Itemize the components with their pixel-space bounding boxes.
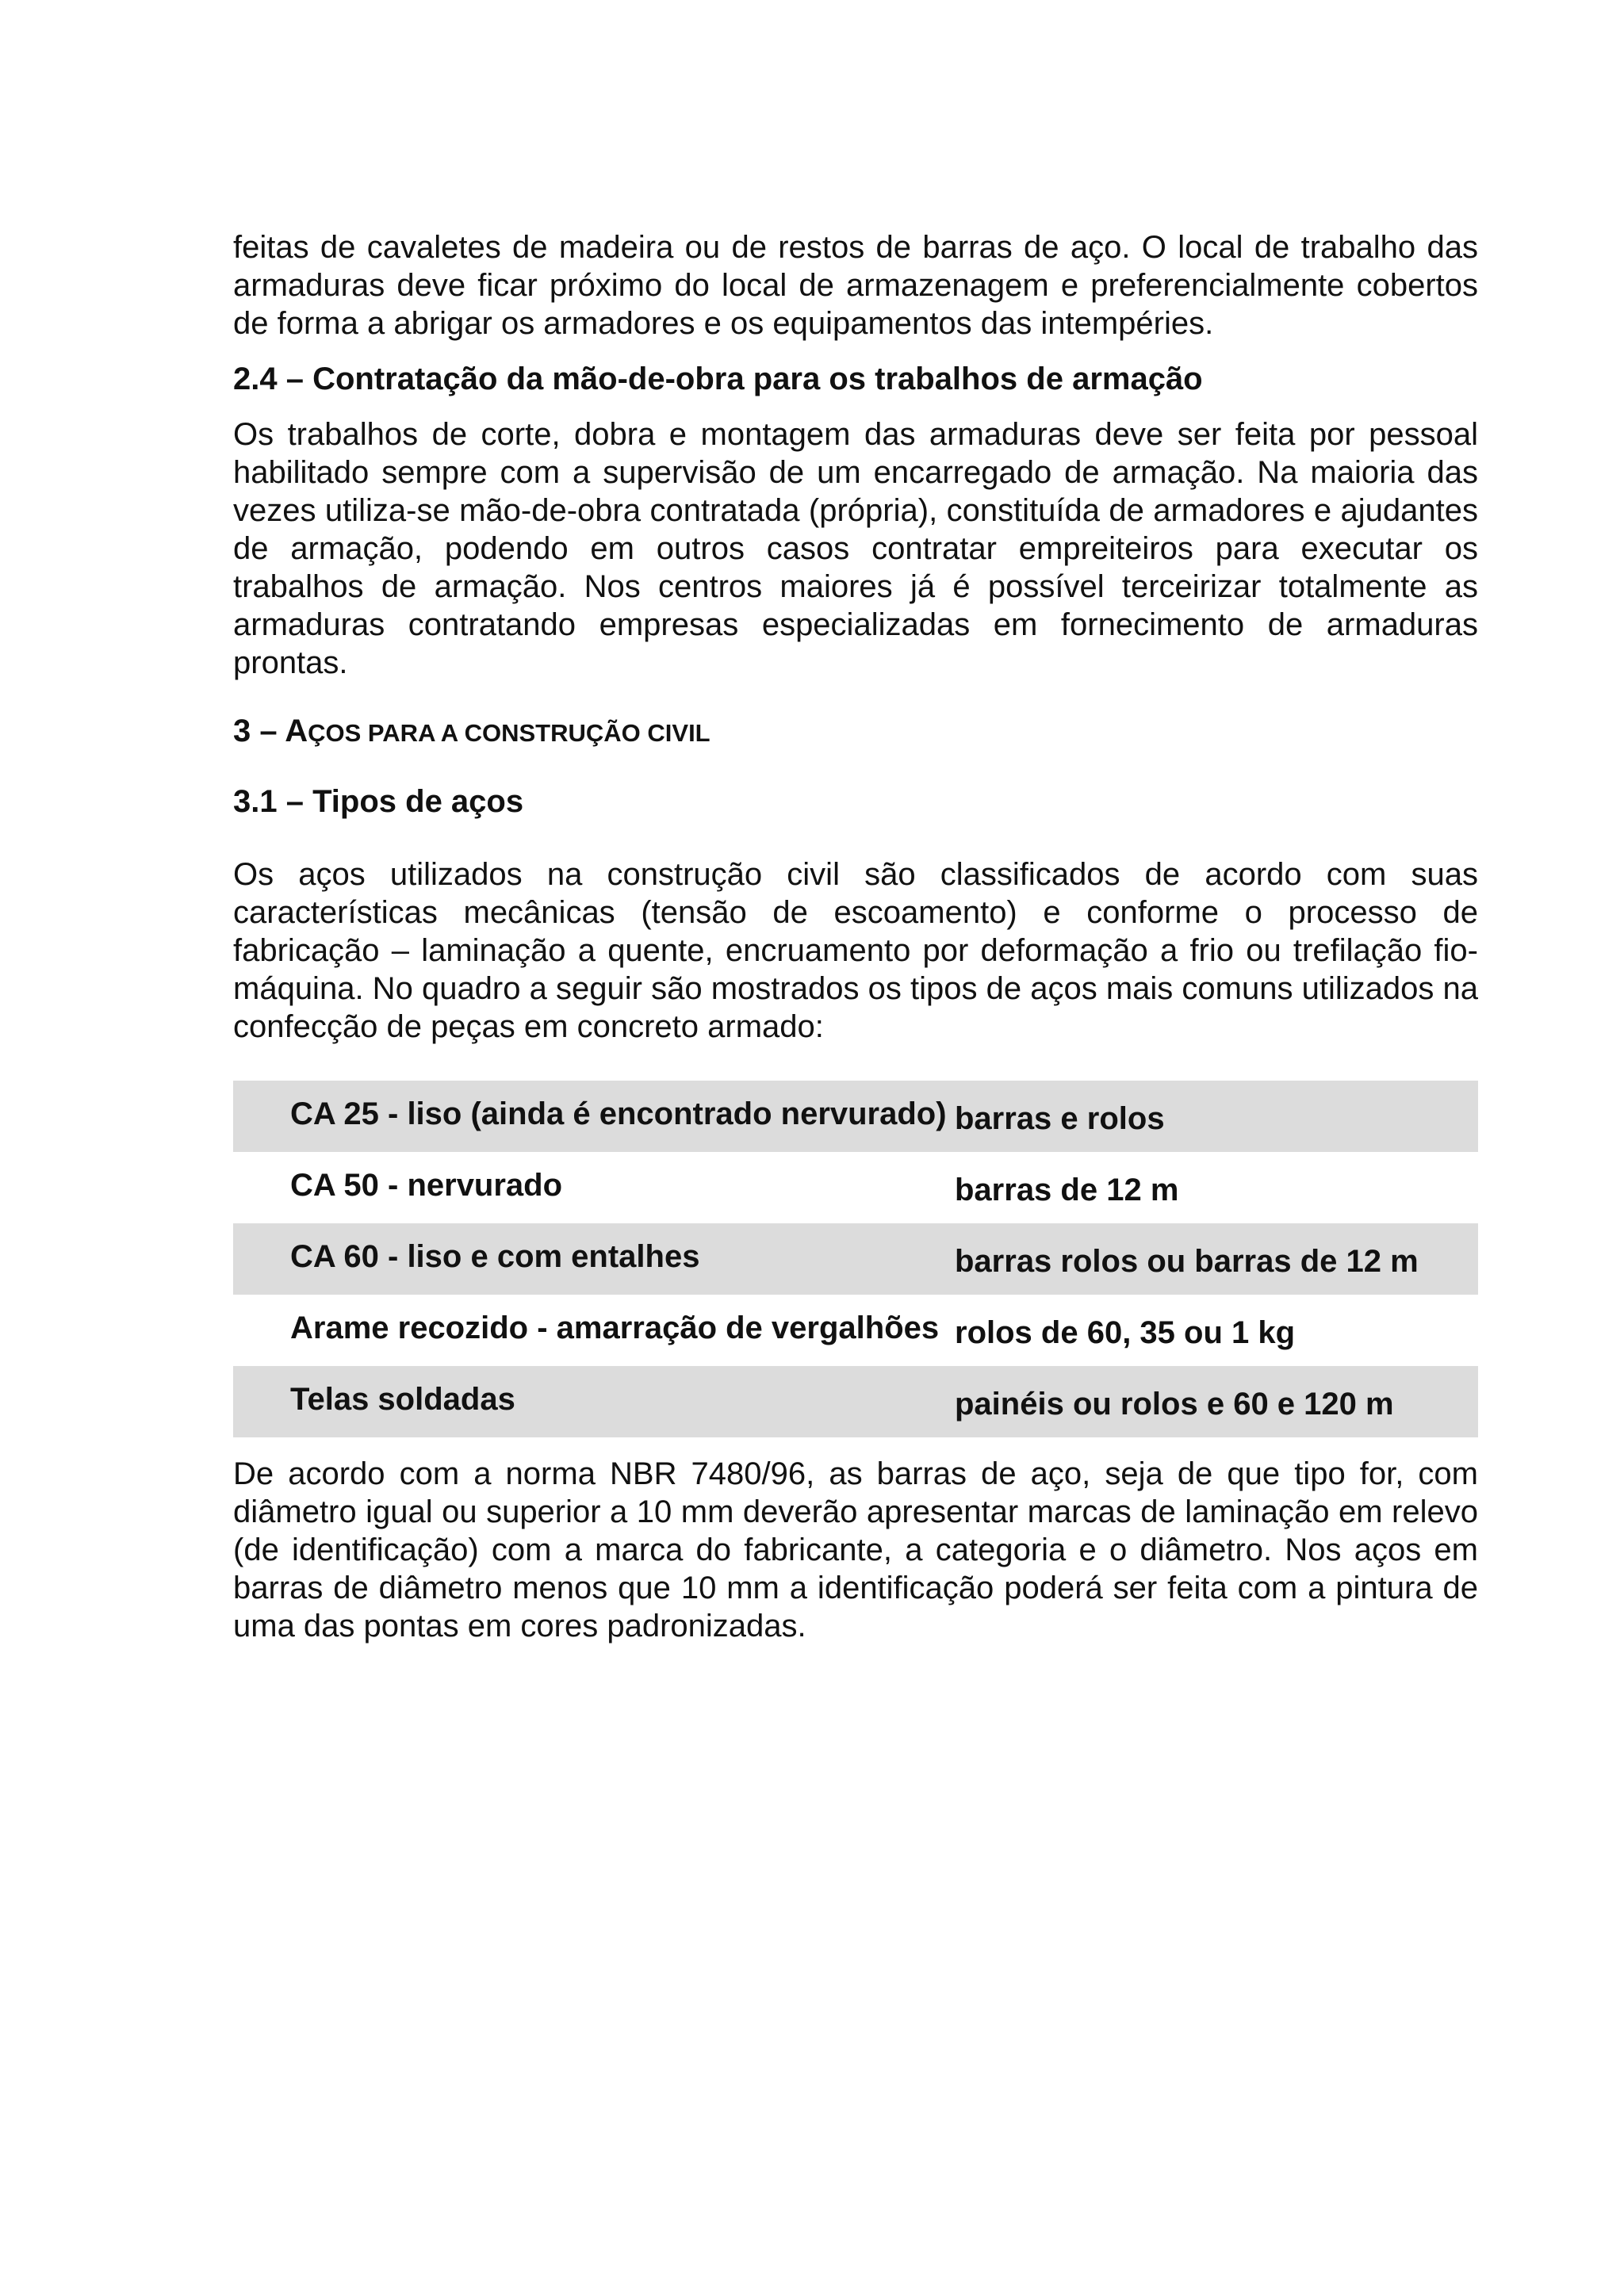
section-2-4-paragraph: Os trabalhos de corte, dobra e montagem das armaduras deve ser feita por pessoal habilitado sempre com a supervisão de um encarregado de armação. Na maioria das vezes utiliza-se mão-de-obra contratada (própria), constituída de armadores e ajudantes de armação, podendo em outros casos contratar empreiteiros para executar os trabalhos de armação. Nos centros maiores já é possível terceirizar totalmente as armaduras contratando empresas especializadas em fornecimento de armaduras prontas. xyxy=(233,417,1478,680)
steel-form-cell: barras de 12 m xyxy=(955,1172,1179,1207)
closing-paragraph: De acordo com a norma NBR 7480/96, as barras de aço, seja de que tipo for, com diâmetro igual ou superior a 10 mm deverão apresentar marcas de laminação em relevo (de identificação) com a marca do fabricante, a categoria e o diâmetro. Nos aços em barras de diâmetro menos que 10 mm a identificação poderá ser feita com a pintura de uma das pontas em cores padronizadas. xyxy=(233,1456,1478,1644)
steel-form-cell: painéis ou rolos e 60 e 120 m xyxy=(955,1366,1478,1437)
table-row xyxy=(233,1152,1478,1223)
section-3-heading xyxy=(233,712,1478,752)
steel-type-cell: Telas soldadas xyxy=(233,1366,955,1437)
table-row xyxy=(233,1223,1478,1295)
steel-form-cell: barras e rolos xyxy=(955,1081,1478,1152)
table-row xyxy=(233,1081,1478,1152)
steel-form-cell: barras rolos ou barras de 12 m xyxy=(955,1223,1478,1295)
table-row xyxy=(233,1366,1478,1437)
intro-paragraph: feitas de cavaletes de madeira ou de restos de barras de aço. O local de trabalho das armaduras deve ficar próximo do local de armazenagem e preferencialmente cobertos de forma a abrigar os armadores e os equipamentos das intempéries. xyxy=(233,230,1478,341)
section-3-1-paragraph: Os aços utilizados na construção civil são classificados de acordo com suas características mecânicas (tensão de escoamento) e conforme o processo de fabricação – laminação a quente, encruamento por deformação a frio ou trefilação fio-máquina. No quadro a seguir são mostrados os tipos de aços mais comuns utilizados na confecção de peças em concreto armado: xyxy=(233,857,1478,1044)
section-3-number: 3 – A xyxy=(233,714,308,748)
steel-type-cell: CA 50 - nervurado xyxy=(290,1167,563,1203)
steel-types-table xyxy=(233,1081,1478,1437)
section-3-1-heading: 3.1 – Tipos de aços xyxy=(233,784,524,819)
steel-type-cell: CA 25 - liso (ainda é encontrado nervurado) xyxy=(233,1081,955,1152)
table-row xyxy=(233,1295,1478,1366)
steel-form-cell: rolos de 60, 35 ou 1 kg xyxy=(955,1314,1296,1350)
steel-type-cell: Arame recozido - amarração de vergalhões xyxy=(290,1310,940,1345)
section-2-4-heading: 2.4 – Contratação da mão-de-obra para os trabalhos de armação xyxy=(233,362,1203,396)
section-3-title: ÇOS PARA A CONSTRUÇÃO CIVIL xyxy=(308,719,710,747)
document-page xyxy=(233,228,1478,1645)
steel-type-cell: CA 60 - liso e com entalhes xyxy=(233,1223,955,1295)
